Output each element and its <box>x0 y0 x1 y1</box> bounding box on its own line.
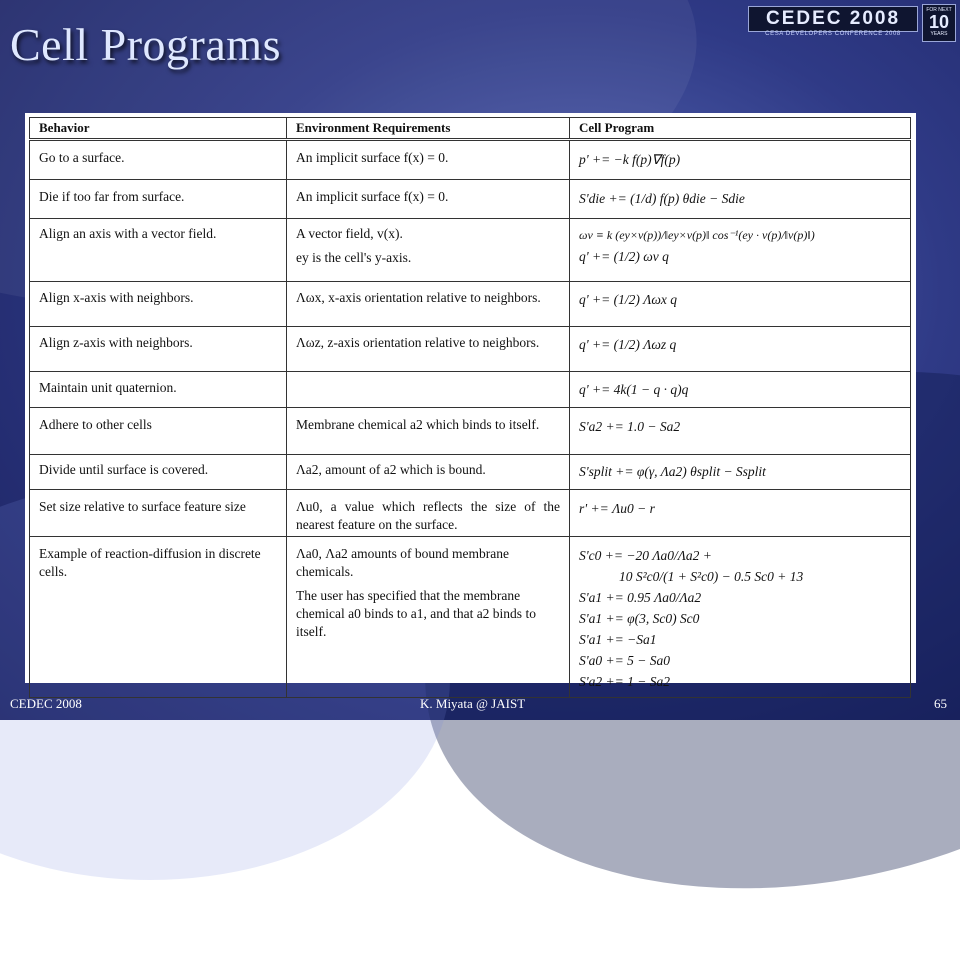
header-environment: Environment Requirements <box>287 118 570 140</box>
program-line: q' += 4k(1 − q · q)q <box>579 382 689 397</box>
program-line: 10 S²c0/(1 + S²c0) − 0.5 Sc0 + 13 <box>619 569 804 584</box>
environment-cell <box>287 180 570 219</box>
page-number: 65 <box>934 696 947 711</box>
program-line: S'split += φ(γ, Λa2) θsplit − Ssplit <box>579 464 766 479</box>
behavior-cell: Divide until surface is covered. <box>30 455 287 490</box>
environment-text: ey is the cell's y-axis. <box>296 250 412 265</box>
program-line: S'a0 += 5 − Sa0 <box>579 653 670 668</box>
program-line: S'a1 += 0.95 Λa0/Λa2 <box>579 590 702 605</box>
program-cell <box>570 219 911 282</box>
program-line: S'a1 += −Sa1 <box>579 632 657 647</box>
program-line: q' += (1/2) Λωx q <box>579 292 678 307</box>
program-cell <box>570 537 911 698</box>
table-header-row <box>30 118 911 140</box>
behavior-cell: Align x-axis with neighbors. <box>30 282 287 327</box>
environment-cell <box>287 219 570 282</box>
program-line: r' += Λu0 − r <box>579 501 655 516</box>
badge-bottom-text: YEARS <box>930 31 948 37</box>
environment-text: Membrane chemical a2 which binds to itself. <box>296 417 540 432</box>
badge-number: 10 <box>928 12 950 32</box>
anniversary-badge <box>922 4 956 42</box>
program-cell <box>570 140 911 180</box>
program-line: q' += (1/2) ωv q <box>579 249 669 264</box>
program-line: ωv ≡ k (ey×v(p))/‖ey×v(p)‖ cos⁻¹(ey · v(p)/‖v(p)‖) <box>579 228 815 242</box>
environment-cell <box>287 327 570 372</box>
environment-text: An implicit surface f(x) = 0. <box>296 189 449 204</box>
behavior-cell: Align an axis with a vector field. <box>30 219 287 282</box>
slide-title: Cell Programs <box>10 19 281 70</box>
program-cell <box>570 327 911 372</box>
behavior-cell: Set size relative to surface feature size <box>30 490 287 537</box>
environment-cell <box>287 282 570 327</box>
table-row <box>30 282 911 327</box>
program-line: q' += (1/2) Λωz q <box>579 337 677 352</box>
program-cell <box>570 455 911 490</box>
logo-subtext: CESA DEVELOPERS CONFERENCE 2008 <box>765 31 901 37</box>
table-row <box>30 372 911 408</box>
table-row <box>30 219 911 282</box>
environment-text: A vector field, v(x). <box>296 226 403 241</box>
program-line: S'die += (1/d) f(p) θdie − Sdie <box>579 191 745 206</box>
program-cell <box>570 180 911 219</box>
program-line: p' += −k f(p)∇f(p) <box>579 152 681 167</box>
footer-author: K. Miyata @ JAIST <box>420 696 526 711</box>
environment-text: Λωz, z-axis orientation relative to neighbors. <box>296 335 540 350</box>
table-panel <box>25 113 916 689</box>
behavior-cell: Go to a surface. <box>30 140 287 180</box>
table-row <box>30 490 911 537</box>
behavior-cell: Align z-axis with neighbors. <box>30 327 287 372</box>
environment-cell <box>287 537 570 698</box>
header-behavior: Behavior <box>30 118 287 140</box>
environment-text: Λu0, a value which reflects the size of the nearest feature on the surface. <box>296 499 560 532</box>
behavior-cell: Maintain unit quaternion. <box>30 372 287 408</box>
environment-cell <box>287 140 570 180</box>
behavior-cell: Example of reaction-diffusion in discrete cells. <box>30 537 287 698</box>
table-row <box>30 327 911 372</box>
program-cell <box>570 408 911 455</box>
environment-text: An implicit surface f(x) = 0. <box>296 150 449 165</box>
program-cell <box>570 282 911 327</box>
environment-cell <box>287 408 570 455</box>
behavior-cell: Die if too far from surface. <box>30 180 287 219</box>
program-line: S'a2 += 1.0 − Sa2 <box>579 419 681 434</box>
program-line: S'a2 += 1 − Sa2 <box>579 674 670 689</box>
environment-text: Λa2, amount of a2 which is bound. <box>296 462 486 477</box>
badge-top-text: FOR NEXT <box>926 7 952 13</box>
table-row <box>30 140 911 180</box>
environment-text: The user has specified that the membrane chemical a0 binds to a1, and that a2 binds to itself. <box>296 588 536 639</box>
environment-cell <box>287 372 570 408</box>
table-row <box>30 455 911 490</box>
cedec-logo <box>748 4 954 42</box>
environment-cell <box>287 490 570 537</box>
footer-conference: CEDEC 2008 <box>10 696 82 711</box>
table-row <box>30 537 911 698</box>
program-cell <box>570 372 911 408</box>
environment-cell <box>287 455 570 490</box>
program-cell <box>570 490 911 537</box>
environment-text: Λωx, x-axis orientation relative to neighbors. <box>296 290 541 305</box>
logo-text: CEDEC 2008 <box>748 6 918 32</box>
environment-text: Λa0, Λa2 amounts of bound membrane chemicals. <box>296 546 510 579</box>
program-line: S'c0 += −20 Λa0/Λa2 + <box>579 548 712 563</box>
table-row <box>30 408 911 455</box>
header-cell-program: Cell Program <box>570 118 911 140</box>
cell-programs-table <box>29 117 911 698</box>
behavior-cell: Adhere to other cells <box>30 408 287 455</box>
table-row <box>30 180 911 219</box>
program-line: S'a1 += φ(3, Sc0) Sc0 <box>579 611 700 626</box>
